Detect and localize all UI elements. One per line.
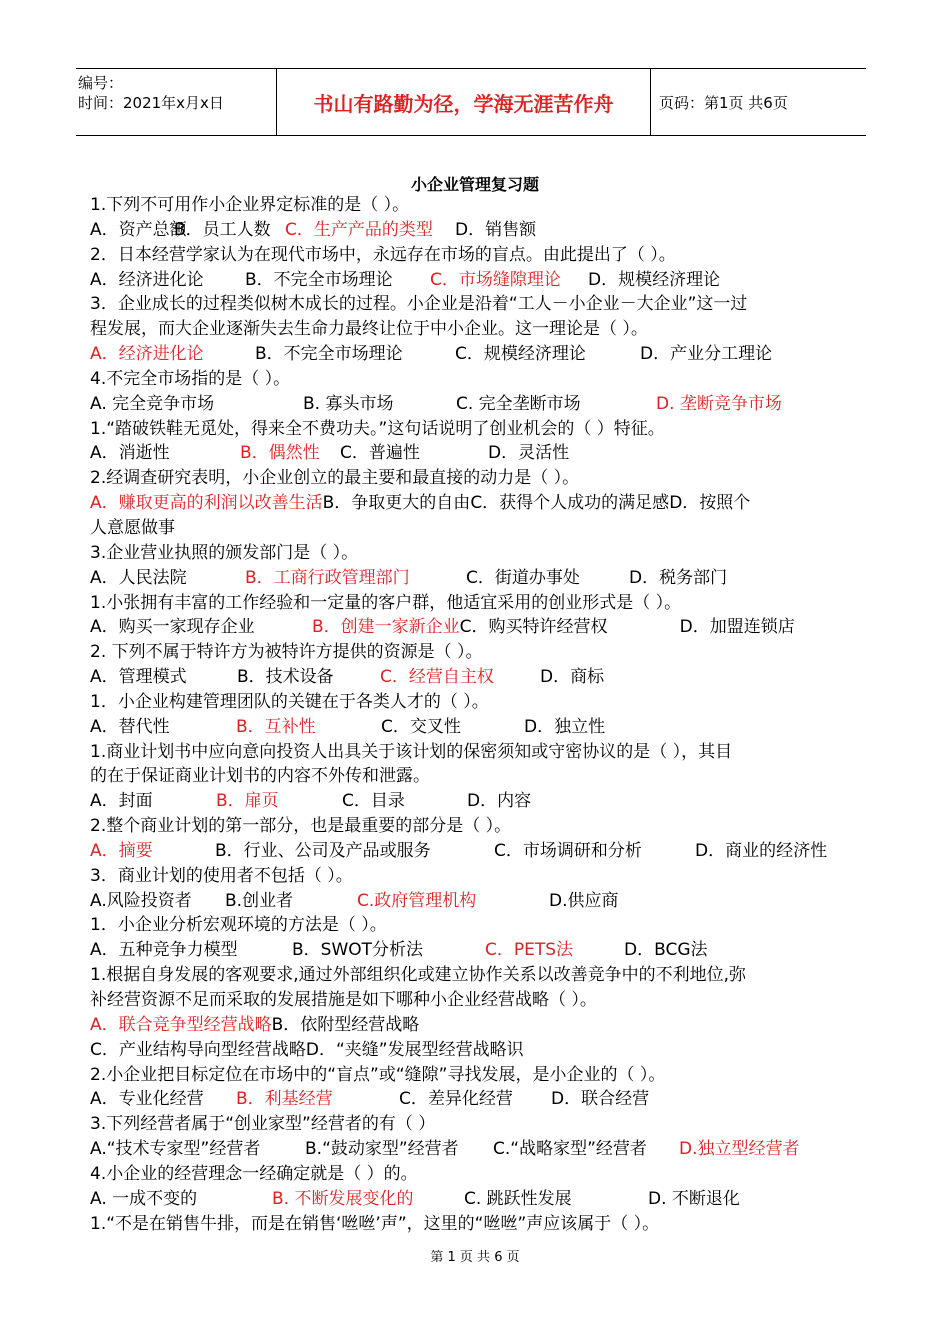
text-line: [90, 889, 860, 914]
text-line: [90, 441, 860, 466]
text-line: [90, 1087, 860, 1112]
text-line: [90, 740, 860, 765]
text-line: [90, 715, 860, 740]
text-line: [90, 466, 860, 491]
text-line: [90, 218, 860, 243]
text-segment: 2.经调查研究表明，小企业创立的最主要和最直接的动力是（ ）。: [90, 468, 580, 489]
answer-option-highlighted: B．利基经营: [236, 1089, 333, 1110]
text-segment: D. 不断退化: [648, 1188, 740, 1209]
text-line: [90, 1013, 860, 1038]
text-line: [90, 243, 860, 268]
text-segment: A.风险投资者: [90, 890, 192, 911]
text-segment: 4.不完全市场指的是（ ）。: [90, 368, 291, 389]
text-segment: D．税务部门: [629, 567, 728, 588]
text-segment: D．“夹缝”发展型经营战略识: [305, 1039, 524, 1060]
text-line: [90, 1162, 860, 1187]
text-segment: 1．小企业构建管理团队的关键在于各类人才的（ ）。: [90, 691, 489, 712]
text-segment: A.“技术专家型”经营者: [90, 1139, 261, 1160]
document-title: 小企业管理复习题: [410, 175, 539, 194]
text-segment: B．技术设备: [237, 667, 334, 688]
text-segment: D．规模经济理论: [588, 269, 721, 290]
text-segment: A．替代性: [90, 716, 170, 737]
text-line: [90, 988, 860, 1013]
text-segment: B．行业、公司及产品或服务: [215, 840, 431, 861]
text-segment: D．商业的经济性: [695, 840, 828, 861]
text-segment: B．SWOT分析法: [292, 940, 424, 961]
text-segment: D．产业分工理论: [640, 344, 773, 365]
text-line: [90, 1063, 860, 1088]
text-line: [90, 913, 860, 938]
text-line: [90, 417, 860, 442]
text-segment: 3．企业成长的过程类似树木成长的过程。小企业是沿着“工人－小企业－大企业”这一过: [90, 294, 748, 315]
answer-option-highlighted: C．市场缝隙理论: [430, 269, 561, 290]
text-line: [90, 963, 860, 988]
header-left-cell: [76, 69, 277, 135]
text-segment: B.创业者: [225, 890, 294, 911]
text-line: [90, 317, 860, 342]
text-segment: D．销售额: [455, 219, 537, 240]
text-segment: A. 一成不变的: [90, 1188, 198, 1209]
text-line: [90, 789, 860, 814]
text-segment: 1.“不是在销售牛排，而是在销售‘咝咝’声”，这里的“咝咝”声应该属于（ ）。: [90, 1213, 660, 1234]
text-line: [90, 615, 860, 640]
text-segment: A．消逝性: [90, 443, 170, 464]
text-segment: A．人民法院: [90, 567, 187, 588]
answer-option-highlighted: B．扉页: [216, 791, 279, 812]
text-segment: C．差异化经营: [399, 1089, 513, 1110]
text-segment: 4.小企业的经营理念一经确定就是（ ）的。: [90, 1163, 418, 1184]
page-header-table: [76, 68, 866, 136]
text-segment: 2．日本经营学家认为在现代市场中，永远存在市场的盲点。由此提出了（ ）。: [90, 244, 676, 265]
text-segment: A．专业化经营: [90, 1089, 204, 1110]
text-line: [90, 1137, 860, 1162]
text-line: [90, 292, 860, 317]
text-segment: C．规模经济理论: [455, 344, 586, 365]
answer-option-highlighted: B．互补性: [236, 716, 316, 737]
answer-option-highlighted: A．联合竞争型经营战略: [90, 1014, 272, 1035]
answer-option-highlighted: A．经济进化论: [90, 344, 204, 365]
answer-option-highlighted: A．摘要: [90, 840, 153, 861]
text-segment: B．依附型经营战略: [271, 1014, 420, 1035]
text-segment: 1.下列不可用作小企业界定标准的是（ ）。: [90, 195, 410, 215]
text-line: [90, 814, 860, 839]
text-segment: 人意愿做事: [90, 517, 175, 538]
text-segment: C．获得个人成功的满足感: [470, 493, 670, 514]
text-segment: A．资产总额: [90, 219, 187, 240]
answer-option-highlighted: D. 垄断竞争市场: [656, 393, 782, 414]
text-segment: C.“战略家型”经营者: [493, 1139, 647, 1160]
answer-option-highlighted: C．经营自主权: [380, 667, 494, 688]
text-segment: C．街道办事处: [466, 567, 580, 588]
text-segment: 1.根据自身发展的客观要求,通过外部组织化或建立协作关系以改善竞争中的不利地位,弥: [90, 965, 747, 986]
text-segment: 1.商业计划书中应向意向投资人出具关于该计划的保密须知或守密协议的是（ ），其目: [90, 741, 733, 762]
text-segment: B．不完全市场理论: [245, 269, 393, 290]
text-line: [90, 342, 860, 367]
text-segment: C. 完全垄断市场: [456, 393, 581, 414]
text-segment: 补经营资源不足而采取的发展措施是如下哪种小企业经营战略（ ）。: [90, 990, 597, 1010]
answer-option-highlighted: B. 不断发展变化的: [272, 1188, 414, 1209]
text-line: [90, 690, 860, 715]
text-line: [90, 193, 860, 218]
header-page-info: 页码：第1页 共6页: [659, 93, 788, 112]
text-line: [90, 367, 860, 392]
text-line: [90, 392, 860, 417]
text-line: [90, 541, 860, 566]
text-line: [90, 640, 860, 665]
text-segment: 3．商业计划的使用者不包括（ ）。: [90, 865, 353, 886]
text-segment: D．内容: [467, 791, 532, 812]
text-segment: A．封面: [90, 791, 153, 812]
text-segment: 2. 下列不属于特许方为被特许方提供的资源是（ ）。: [90, 642, 483, 663]
text-segment: D．加盟连锁店: [679, 617, 795, 638]
question-list: [90, 193, 860, 1236]
text-segment: A．购买一家现存企业: [90, 617, 255, 638]
text-segment: D．商标: [540, 667, 605, 688]
text-segment: C．普遍性: [340, 443, 420, 464]
text-segment: 程发展，而大企业逐渐失去生命力最终让位于中小企业。这一理论是（ ）。: [90, 319, 648, 340]
text-line: [90, 516, 860, 541]
text-line: [90, 1187, 860, 1212]
text-line: [90, 864, 860, 889]
text-segment: A．经济进化论: [90, 269, 204, 290]
header-motto: 书山有路勤为径，学海无涯苦作舟: [277, 69, 651, 135]
text-segment: C．目录: [342, 791, 405, 812]
text-line: [90, 591, 860, 616]
text-segment: D．联合经营: [551, 1089, 650, 1110]
text-segment: 3.企业营业执照的颁发部门是（ ）。: [90, 542, 359, 563]
time-label: 时间：2021年x月x日: [78, 94, 224, 112]
text-segment: B．不完全市场理论: [255, 344, 403, 365]
text-segment: 2.整个商业计划的第一部分，也是最重要的部分是（ ）。: [90, 816, 512, 837]
text-line: [90, 938, 860, 963]
text-segment: A．五种竞争力模型: [90, 940, 238, 961]
answer-option-highlighted: B．工商行政管理部门: [245, 567, 410, 588]
text-segment: C．市场调研和分析: [494, 840, 642, 861]
text-segment: B. 寡头市场: [303, 393, 394, 414]
answer-option-highlighted: A．赚取更高的利润以改善生活: [90, 493, 323, 514]
answer-option-highlighted: C．生产产品的类型: [285, 219, 433, 240]
answer-option-highlighted: C．PETS法: [485, 940, 574, 961]
text-segment: D．BCG法: [624, 940, 708, 961]
text-line: [90, 1112, 860, 1137]
text-segment: C. 跳跃性发展: [464, 1188, 572, 1209]
text-segment: D．按照个: [669, 493, 751, 514]
text-segment: C．产业结构导向型经营战略: [90, 1039, 306, 1060]
text-line: [90, 491, 860, 516]
text-segment: 3.下列经营者属于“创业家型”经营者的有（ ）: [90, 1114, 436, 1135]
text-line: [90, 665, 860, 690]
text-line: [90, 764, 860, 789]
text-segment: B．争取更大的自由: [322, 493, 471, 514]
text-line: [90, 1038, 860, 1063]
text-segment: 的在于保证商业计划书的内容不外传和泄露。: [90, 766, 430, 787]
text-segment: 1.小张拥有丰富的工作经验和一定量的客户群，他适宜采用的创业形式是（ ）。: [90, 592, 682, 613]
text-segment: C．交叉性: [381, 716, 461, 737]
page-footer: 第 1 页 共 6 页: [430, 1250, 520, 1265]
text-segment: 1．小企业分析宏观环境的方法是（ ）。: [90, 915, 387, 936]
number-label: 编号：: [78, 74, 124, 92]
text-segment: 2.小企业把目标定位在市场中的“盲点”或“缝隙”寻找发展，是小企业的（ ）。: [90, 1064, 666, 1085]
answer-option-highlighted: B．创建一家新企业: [312, 617, 460, 638]
text-segment: D.供应商: [549, 890, 619, 911]
text-line: [90, 1212, 860, 1237]
answer-option-highlighted: D.独立型经营者: [679, 1139, 800, 1160]
text-segment: A．管理模式: [90, 667, 187, 688]
answer-option-highlighted: C.政府管理机构: [357, 890, 477, 911]
text-segment: D．独立性: [524, 716, 606, 737]
text-segment: D．灵活性: [488, 443, 570, 464]
text-segment: 1.“踏破铁鞋无觅处，得来全不费功夫。”这句话说明了创业机会的（ ）特征。: [90, 418, 665, 439]
text-segment: A. 完全竞争市场: [90, 393, 215, 414]
text-segment: B．员工人数: [174, 219, 271, 240]
answer-option-highlighted: B．偶然性: [240, 443, 320, 464]
text-line: [90, 839, 860, 864]
text-line: [90, 268, 860, 293]
text-line: [90, 566, 860, 591]
text-segment: B.“鼓动家型”经营者: [305, 1139, 459, 1160]
text-segment: C．购买特许经营权: [459, 617, 608, 638]
